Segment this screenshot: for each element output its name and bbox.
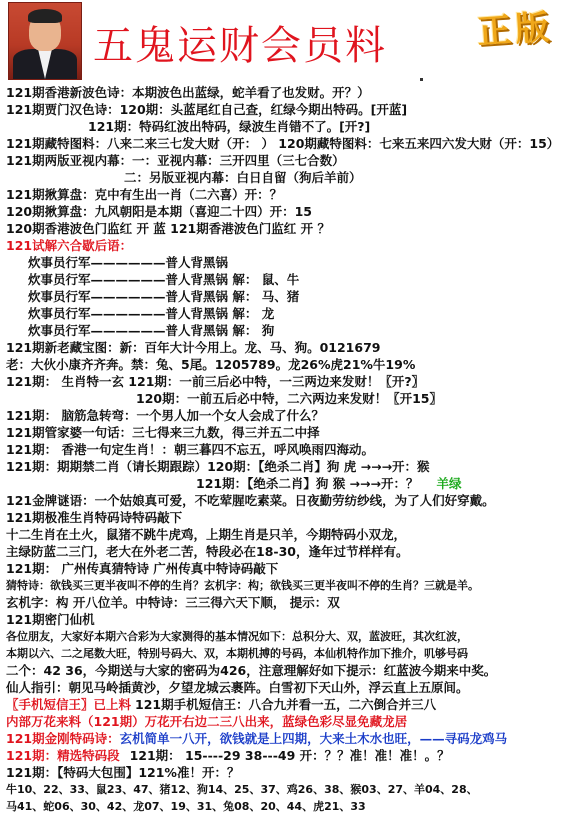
text-line: 炊事员行军——————普人背黑锅 解： 龙 — [28, 306, 275, 321]
text-line: 各位朋友，大家好本期六合彩为大家测得的基本情况如下：总积分大、双，蓝波旺，其次红波， — [6, 630, 468, 643]
content — [6, 84, 566, 815]
text-line: 炊事员行军——————普人背黑锅 解： 狗 — [28, 323, 275, 338]
text-line: 二：另版亚视内幕：白日自留（狗后羊前） — [124, 170, 362, 185]
text-line: 本期以六、二之尾数大旺，特别号码大、双，本期机搏的号码，本仙机特作加下推介，叽够号码 — [6, 647, 468, 660]
text-line: 120期香港波色门监红 开 蓝 121期香港波色门监红 开 ？ — [6, 221, 330, 236]
text-line: 120期：一前五后必中特，二六两边来发财！〖开15〗 — [136, 391, 442, 406]
page-title: 五鬼运财会员料 — [93, 23, 387, 69]
text-line: 121期：特码红波出特码，绿波生肖错不了。[开?] — [88, 119, 371, 134]
text-line: 121期： 脑筋急转弯：一个男人加一个女人会成了什么？ — [6, 408, 324, 423]
text-line: 牛10、22、33、鼠23、47、猪12、狗14、25、37、鸡26、38、猴03、27、羊04、28、 — [6, 783, 478, 796]
text-line: 121期藏特图料：八来二来三七发大财（开： ） 120期藏特图料：七来五来四六发大财（开：15） — [6, 136, 560, 151]
text-line: 121期：【特码大包围】121%准！开：？ — [6, 765, 240, 780]
text-line: 炊事员行军——————普人背黑锅 解： 鼠、牛 — [28, 272, 300, 287]
text-line: 121试解六合歇后语： — [6, 238, 133, 253]
text-line: 玄机字：构 开八位羊。中特诗：三三得六天下顺， 提示：双 — [6, 595, 340, 610]
genuine-stamp: 正版 — [475, 7, 555, 53]
green-tag: 羊绿 — [436, 476, 462, 491]
text-line: 121期：期期禁二肖（请长期跟踪）120期：【绝杀二肖】狗 虎 →→→开：猴 — [6, 459, 430, 474]
text-line: 二个：42 36，今期送与大家的密码为426，注意理解好如下提示：红蓝波今期来中奖。 — [6, 663, 497, 678]
text-line: 121期： 香港一句定生肖！：朝三暮四不忘五，呼风唤雨四海动。 — [6, 442, 374, 457]
text-line: 炊事员行军——————普人背黑锅 — [28, 255, 229, 270]
text-line: 121期密门仙机 — [6, 612, 95, 627]
text-line: 121期：【绝杀二肖】狗 猴 →→→开：？ 羊绿 — [196, 476, 462, 491]
text-line: 121期： 广州传真猜特诗 广州传真中特诗码敲下 — [6, 561, 279, 576]
text-line: 121期香港新波色诗：本期波色出蓝绿，蛇羊看了也发财。开？） — [6, 85, 370, 100]
text-line: 〖手机短信王〗已上料 121期手机短信王：八合九并看一五，二六倒合并三八 — [6, 697, 437, 712]
text-line: 121期： 生肖特一玄 121期：一前三后必中特，一三两边来发财！〖开?〗 — [6, 374, 425, 389]
text-line: 马41、蛇06、30、42、龙07、19、31、兔08、20、44、虎21、33 — [6, 800, 366, 813]
text-line: 仙人指引：朝见马岭插黄沙，夕望龙城云裹阵。白雪初下天山外，浮云直上五原间。 — [6, 680, 469, 695]
text-line: 121期新老藏宝图：新：百年大计今用上。龙、马、狗。0121679 — [6, 340, 381, 355]
text-line: 121期两版亚视内幕：一：亚视内幕：三开四里（三七合数） — [6, 153, 345, 168]
text-line: 炊事员行军——————普人背黑锅 解： 马、猪 — [28, 289, 300, 304]
text-line: 内部万花来料（121期）万花开右边二三八出来，蓝绿色彩尽显免藏龙居 — [6, 714, 408, 729]
text-line: 121期贾门汉色诗：120期：头蓝尾红自己查，红绿今期出特码。[开蓝] — [6, 102, 408, 117]
text-line: 十二生肖在土火，鼠猪不跳牛虎鸡，上期生肖是只羊，今期特码小双龙， — [6, 527, 407, 542]
text-line: 121金牌谜语：一个姑娘真可爱，不吃荤腥吃素菜。日夜勤劳纺纱线，为了人们好穿戴。 — [6, 493, 495, 508]
text-line: 主绿防蓝二三门，老大在外老二苦，特段必在18-30，逢年过节样样有。 — [6, 544, 409, 559]
text-line: 121期金刚特码诗：玄机简单一八开，欲钱就是上四期，大来土木水也旺，——寻码龙鸡马 — [6, 731, 508, 746]
text-line: 猜特诗：欲钱买三更半夜叫不停的生肖？玄机字：构；欲钱买三更半夜叫不停的生肖？三就是羊。 — [6, 579, 479, 592]
text-line: 121期管家婆一句话：三七得来三九数，得三并五二中择 — [6, 425, 320, 440]
text-line: 120期揪算盘：九风朝阳是本期（喜迎二十四）开：15 — [6, 204, 312, 219]
text-line: 121期：精选特码段 121期： 15----29 38---49 开：？？准！准！准！。？ — [6, 748, 450, 763]
portrait-photo — [8, 2, 82, 80]
text-line: 老：大伙小康齐齐奔。禁：兔、5尾。1205789。龙26%虎21%牛19% — [6, 357, 416, 372]
header — [0, 0, 568, 84]
text-line: 121期揪算盘：克中有生出一肖（二六喜）开：？ — [6, 187, 283, 202]
text-line: 121期极准生肖特码诗特码敲下 — [6, 510, 183, 525]
